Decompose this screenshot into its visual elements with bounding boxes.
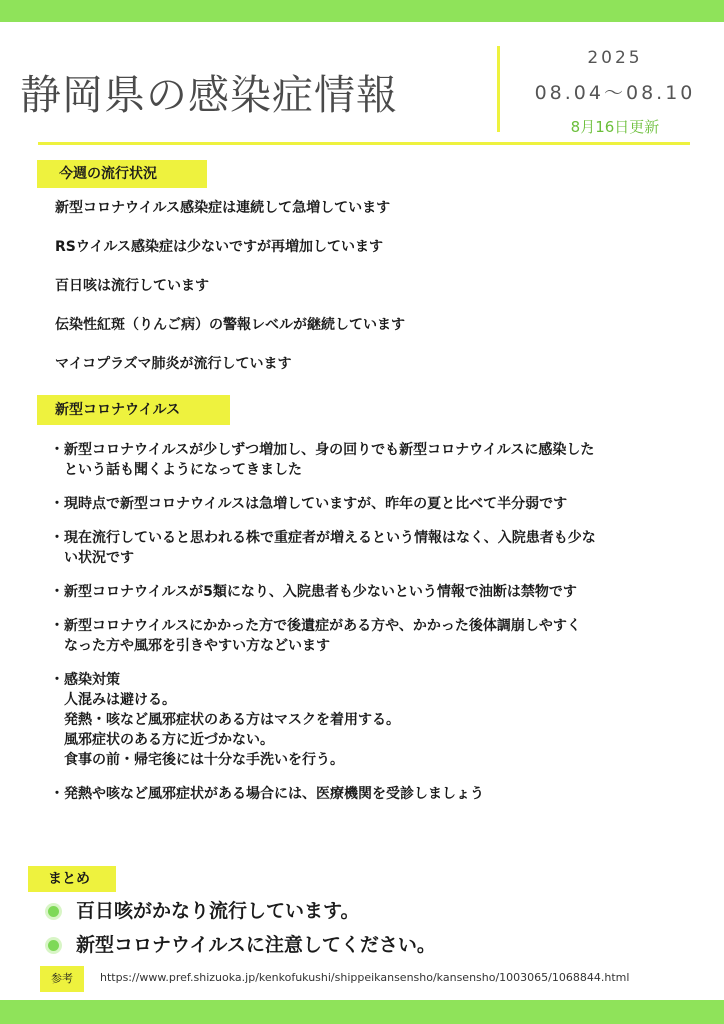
bullet-dot-icon	[48, 940, 59, 951]
bullet-line: なった方や風邪を引きやすい方などいます	[64, 638, 330, 654]
summary-item-text: 新型コロナウイルスに注意してください。	[76, 934, 436, 956]
bullet-marker: ・	[50, 672, 64, 688]
weekly-status-list	[55, 198, 405, 393]
updated-date: 8月16日更新	[570, 118, 660, 136]
summary-item-text: 百日咳がかなり流行しています。	[76, 900, 360, 922]
list-item: RSウイルス感染症は少ないですが再増加しています	[55, 239, 384, 255]
header-underline	[38, 142, 690, 145]
bullet-marker: ・	[50, 496, 64, 512]
bullet-marker: ・	[50, 442, 64, 458]
header-divider	[497, 46, 500, 132]
report-year: 2025	[587, 48, 643, 68]
page-title: 静岡県の感染症情報	[20, 71, 398, 119]
bullet-line: い状況です	[64, 550, 134, 566]
bullet-dot-icon	[48, 906, 59, 917]
bullet-item	[50, 494, 700, 514]
bullet-line: 現時点で新型コロナウイルスは急増していますが、昨年の夏と比べて半分弱です	[64, 496, 568, 512]
list-item: マイコプラズマ肺炎が流行しています	[55, 356, 292, 372]
bullet-marker: ・	[50, 618, 64, 634]
bullet-item	[50, 670, 700, 770]
bullet-line: 発熱・咳など風邪症状のある方はマスクを着用する。	[64, 712, 400, 728]
bullet-line: 新型コロナウイルスが少しずつ増加し、身の回りでも新型コロナウイルスに感染した	[64, 442, 595, 458]
bullet-line: 新型コロナウイルスが5類になり、入院患者も少ないという情報で油断は禁物です	[64, 584, 577, 600]
corona-bullet-list	[50, 440, 700, 818]
report-date-range: 08.04～08.10	[534, 82, 696, 104]
bullet-marker: ・	[50, 786, 64, 802]
bullet-item	[50, 440, 700, 480]
bullet-item	[50, 784, 700, 804]
bullet-line: という話も聞くようになってきました	[64, 462, 302, 478]
bullet-marker: ・	[50, 530, 64, 546]
section-label-summary: まとめ	[28, 866, 116, 892]
section-label-weekly: 今週の流行状況	[37, 160, 207, 188]
list-item: 新型コロナウイルス感染症は連続して急増しています	[55, 200, 391, 216]
summary-item	[46, 898, 436, 932]
bullet-line: 新型コロナウイルスにかかった方で後遺症がある方や、かかった後体調崩しやすく	[64, 618, 581, 634]
list-item: 百日咳は流行しています	[55, 278, 209, 294]
reference-label: 参考	[40, 966, 84, 992]
bottom-color-bar	[0, 1000, 724, 1024]
summary-item	[46, 932, 436, 966]
bullet-item	[50, 582, 700, 602]
list-item: 伝染性紅斑（りんご病）の警報レベルが継続しています	[55, 317, 405, 333]
top-color-bar	[0, 0, 724, 22]
summary-list	[46, 898, 436, 966]
reference-link[interactable]: https://www.pref.shizuoka.jp/kenkofukushi/shippeikansensho/kansensho/1003065/1068844.html	[100, 971, 630, 984]
bullet-item	[50, 528, 700, 568]
bullet-line: 現在流行していると思われる株で重症者が増えるという情報はなく、入院患者も少な	[64, 530, 596, 546]
bullet-line: 風邪症状のある方に近づかない。	[64, 732, 274, 748]
bullet-marker: ・	[50, 584, 64, 600]
bullet-line: 食事の前・帰宅後には十分な手洗いを行う。	[64, 752, 344, 768]
bullet-line: 発熱や咳など風邪症状がある場合には、医療機関を受診しましょう	[64, 786, 484, 802]
bullet-line: 人混みは避ける。	[64, 692, 176, 708]
bullet-line: 感染対策	[64, 672, 120, 688]
section-label-corona: 新型コロナウイルス	[37, 395, 230, 425]
bullet-item	[50, 616, 700, 656]
